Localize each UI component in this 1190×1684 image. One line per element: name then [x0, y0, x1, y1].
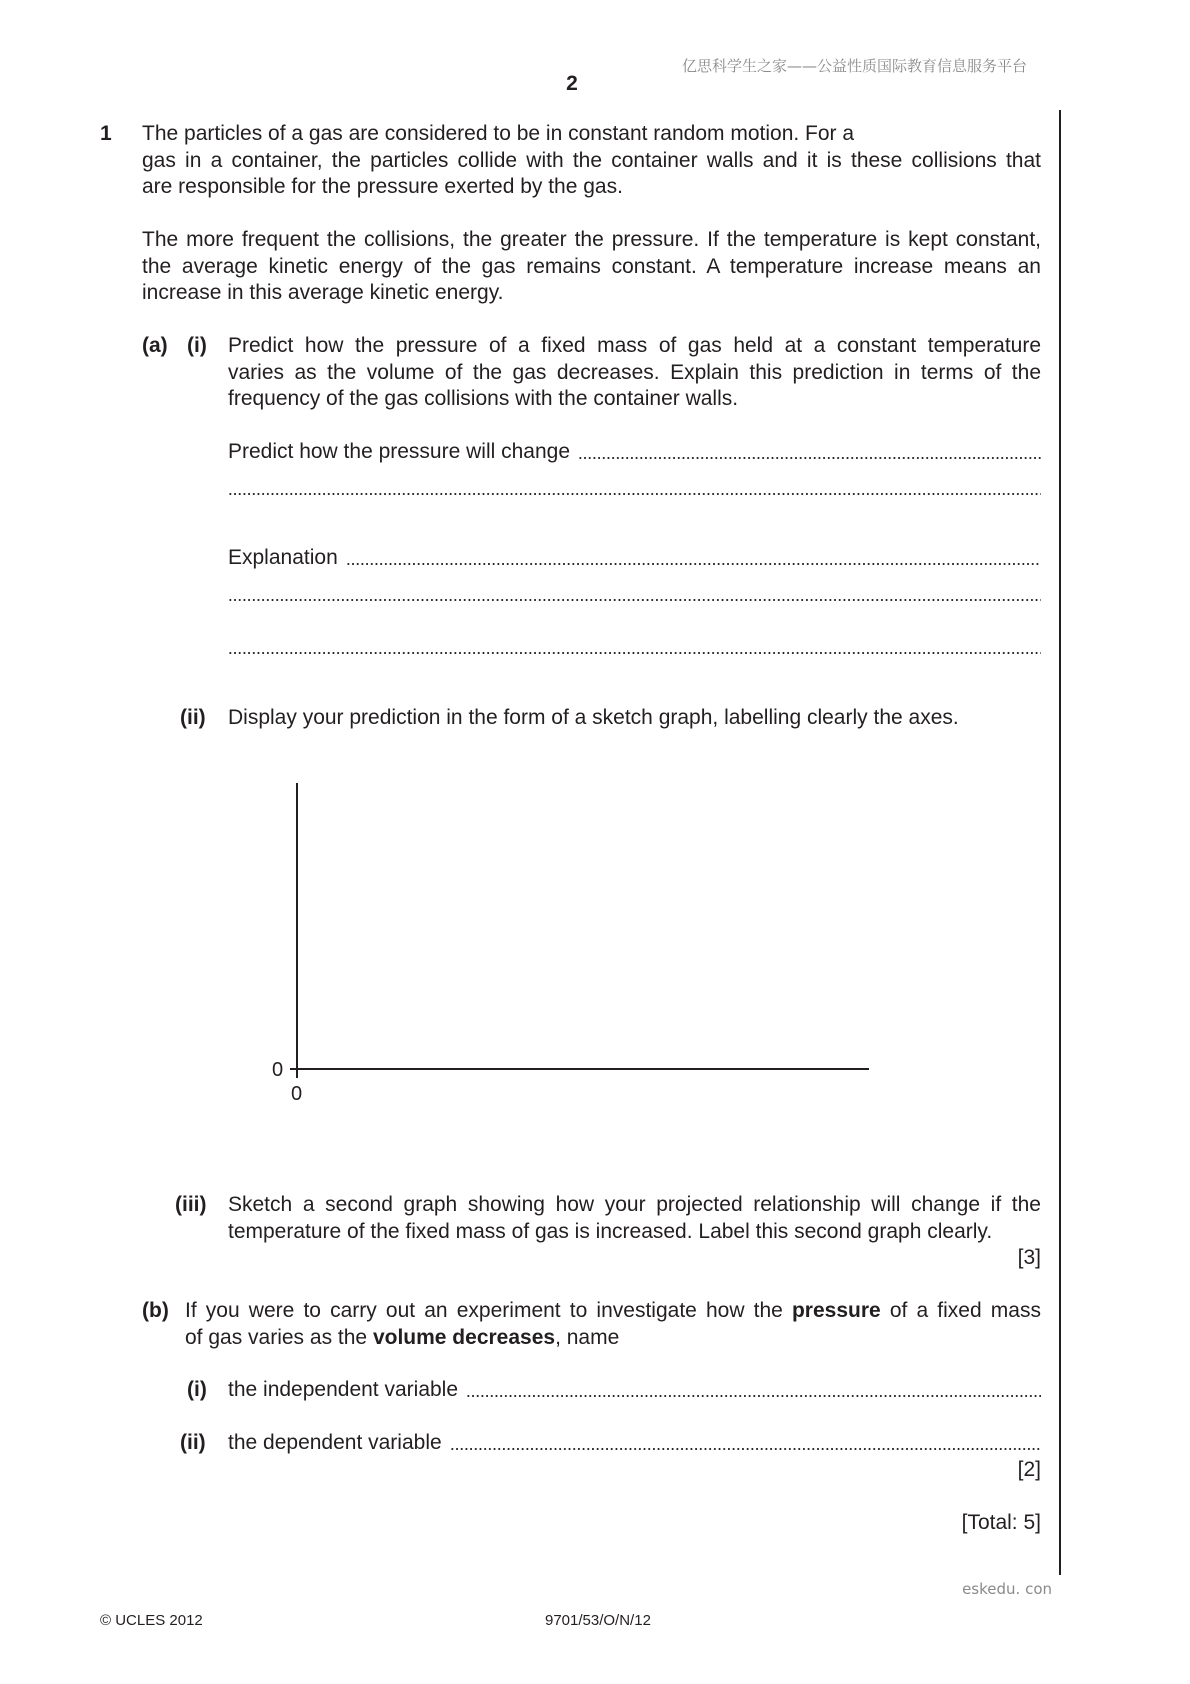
intro-paragraph-2 [142, 227, 1041, 307]
independent-variable-label: the independent variable [228, 1378, 459, 1401]
predict-label: Predict how the pressure will change [228, 440, 571, 463]
dotted-line [450, 1447, 1041, 1451]
question-number: 1 [100, 122, 112, 145]
question-line: If you were to carry out an experiment to investigate how the pressure of a fixed mass [185, 1299, 1041, 1322]
predict-answer-line[interactable] [228, 439, 1041, 465]
question-line: of gas varies as the volume decreases, name [185, 1325, 620, 1349]
predict-answer-line-2[interactable] [228, 492, 1041, 501]
intro-line: increase in this average kinetic energy. [142, 281, 504, 304]
intro-line: gas in a container, the particles collide with the container walls and it is these collisions that [142, 148, 1041, 172]
part-a-i-label: (i) [187, 334, 207, 357]
part-a-ii-label: (ii) [180, 706, 206, 729]
independent-variable-answer-line[interactable] [228, 1377, 1041, 1403]
question-line: temperature of the fixed mass of gas is increased. Label this second graph clearly. [228, 1219, 993, 1243]
intro-paragraph-1 [142, 121, 1041, 201]
intro-line: The particles of a gas are considered to be in constant random motion. For a [142, 122, 855, 145]
watermark-top: 亿思科学生之家——公益性质国际教育信息服务平台 [682, 57, 1028, 75]
dotted-line [228, 598, 1041, 602]
dotted-line [228, 651, 1041, 655]
part-a-ii-text: Display your prediction in the form of a sketch graph, labelling clearly the axes. [228, 706, 959, 729]
x-origin-label: 0 [291, 1083, 303, 1105]
intro-line: are responsible for the pressure exerted by the gas. [142, 175, 623, 198]
dependent-variable-label: the dependent variable [228, 1431, 442, 1454]
explanation-answer-line[interactable] [228, 545, 1041, 571]
part-b-ii-label: (ii) [180, 1431, 206, 1454]
y-origin-label: 0 [272, 1059, 284, 1081]
copyright: © UCLES 2012 [100, 1612, 203, 1629]
paper-code: 9701/53/O/N/12 [545, 1612, 651, 1629]
part-a-iii-text [228, 1192, 1041, 1272]
total-marks: [Total: 5] [961, 1511, 1041, 1534]
dotted-line [466, 1394, 1041, 1398]
part-a-iii-label: (iii) [175, 1193, 207, 1216]
margin-rule [1059, 110, 1061, 1575]
watermark-bottom: eskedu. con [962, 1580, 1052, 1598]
page-number: 2 [566, 72, 578, 95]
sketch-graph[interactable] [250, 770, 880, 1110]
explanation-answer-line-2[interactable] [228, 598, 1041, 607]
intro-line: The more frequent the collisions, the greater the pressure. If the temperature is kept constant, [142, 228, 1041, 251]
dotted-line [228, 492, 1041, 496]
part-a-i-text [228, 333, 1041, 413]
marks-b: [2] [1017, 1458, 1041, 1481]
part-b-i-label: (i) [187, 1378, 207, 1401]
explanation-label: Explanation [228, 546, 338, 569]
question-line: Sketch a second graph showing how your projected relationship will change if the [228, 1193, 1041, 1216]
part-b-label: (b) [142, 1299, 169, 1322]
dotted-line [346, 562, 1041, 566]
dependent-variable-answer-line[interactable] [228, 1430, 1041, 1456]
part-a-label: (a) [142, 334, 168, 357]
marks-a: [3] [1017, 1246, 1041, 1269]
question-line: frequency of the gas collisions with the container walls. [228, 387, 739, 410]
question-line: Predict how the pressure of a fixed mass of gas held at a constant temperature [228, 334, 1041, 357]
dotted-line [578, 456, 1041, 460]
part-b-text [185, 1298, 1041, 1351]
intro-line: the average kinetic energy of the gas remains constant. A temperature increase means an [142, 254, 1041, 278]
question-line: varies as the volume of the gas decreases. Explain this prediction in terms of the [228, 360, 1041, 384]
explanation-answer-line-3[interactable] [228, 651, 1041, 660]
